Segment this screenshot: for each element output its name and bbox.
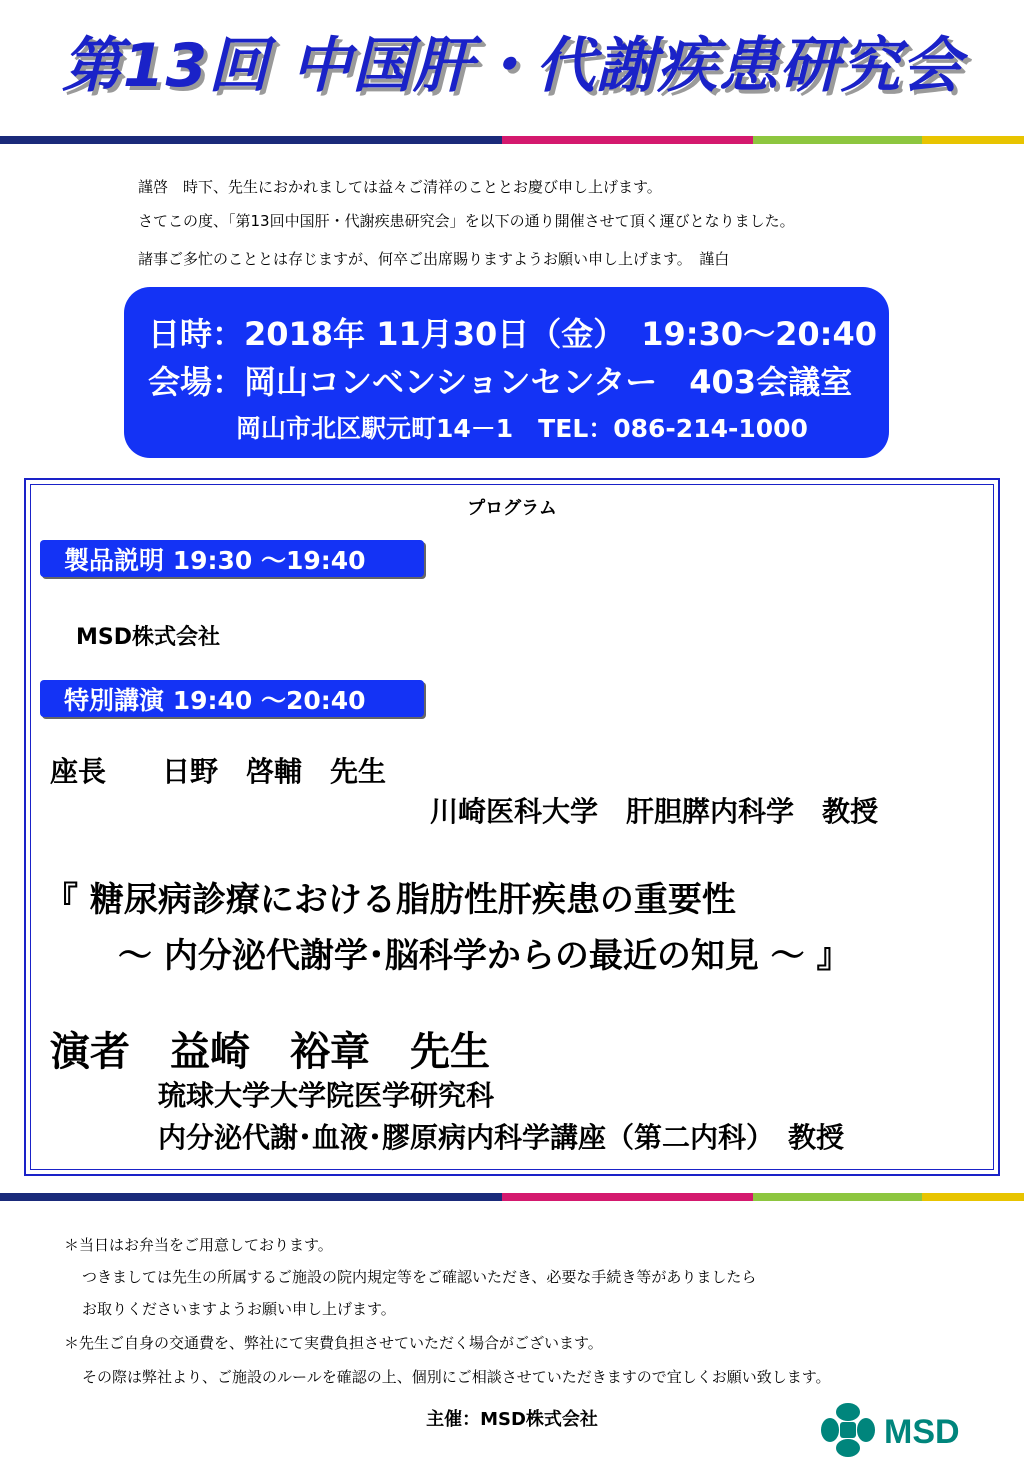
event-venue: 会場：岡山コンベンションセンター 403会議室 — [148, 363, 853, 401]
intro-line-1: 謹啓 時下、先生におかれましては益々ご清祥のこととお慶び申し上げます。 — [138, 178, 662, 196]
chair-name: 座長 日野 啓輔 先生 — [50, 755, 387, 788]
note-line-5: その際は弊社より、ご施設のルールを確認の上、個別にご相談させていただきますので宜しくお願い致します。 — [82, 1368, 831, 1386]
stripe-segment-green — [753, 136, 922, 144]
chair-affiliation: 川崎医科大学 肝胆膵内科学 教授 — [430, 795, 879, 828]
event-title: 第13回 中国肝・代謝疾患研究会 — [61, 31, 963, 101]
intro-line-2: さてこの度、「第13回中国肝・代謝疾患研究会」を以下の通り開催させて頂く運びとなりました。 — [138, 212, 795, 230]
msd-logo-icon — [818, 1400, 978, 1460]
bottom-color-stripe — [0, 1193, 1024, 1201]
note-line-1: ＊当日はお弁当をご用意しております。 — [64, 1236, 333, 1254]
lecture-title: 『 糖尿病診療における脂肪性肝疾患の重要性 — [44, 880, 736, 920]
speaker-affiliation-1: 琉球大学大学院医学研究科 — [158, 1079, 495, 1112]
stripe-segment-green — [753, 1193, 922, 1201]
msd-logo-text: MSD — [884, 1413, 960, 1451]
msd-logo — [818, 1400, 978, 1460]
program-heading: プログラム — [467, 498, 557, 519]
event-address: 岡山市北区駅元町14－1 TEL：086-214-1000 — [236, 414, 808, 443]
section-product-explanation: 製品説明 19:30 ～19:40 — [40, 540, 424, 577]
event-datetime: 日時：2018年 11月30日（金） 19:30～20:40 — [148, 315, 877, 353]
event-info-box — [124, 287, 889, 458]
speaker-affiliation-2: 内分泌代謝･血液･膠原病内科学講座（第二内科） 教授 — [158, 1121, 845, 1154]
stripe-segment-navy — [0, 136, 502, 144]
stripe-segment-yellow — [922, 1193, 1024, 1201]
speaker-name: 演者 益崎 裕章 先生 — [50, 1029, 490, 1075]
note-line-4: ＊先生ご自身の交通費を、弊社にて実費負担させていただく場合がございます。 — [64, 1334, 603, 1352]
stripe-segment-yellow — [922, 136, 1024, 144]
stripe-segment-navy — [0, 1193, 502, 1201]
top-color-stripe — [0, 136, 1024, 144]
note-line-2: つきましては先生の所属するご施設の院内規定等をご確認いただき、必要な手続き等がありましたら — [82, 1268, 757, 1286]
sponsor-line: 主催：MSD株式会社 — [426, 1409, 598, 1430]
stripe-segment-magenta — [502, 136, 753, 144]
note-line-3: お取りくださいますようお願い申し上げます。 — [82, 1300, 396, 1318]
product-presenter: MSD株式会社 — [76, 625, 220, 650]
section-special-lecture: 特別講演 19:40 ～20:40 — [40, 680, 424, 717]
lecture-subtitle: ～ 内分泌代謝学･脳科学からの最近の知見 ～ 』 — [118, 936, 851, 976]
stripe-segment-magenta — [502, 1193, 753, 1201]
intro-line-3: 諸事ご多忙のこととは存じますが、何卒ご出席賜りますようお願い申し上げます。 謹白 — [138, 250, 730, 268]
